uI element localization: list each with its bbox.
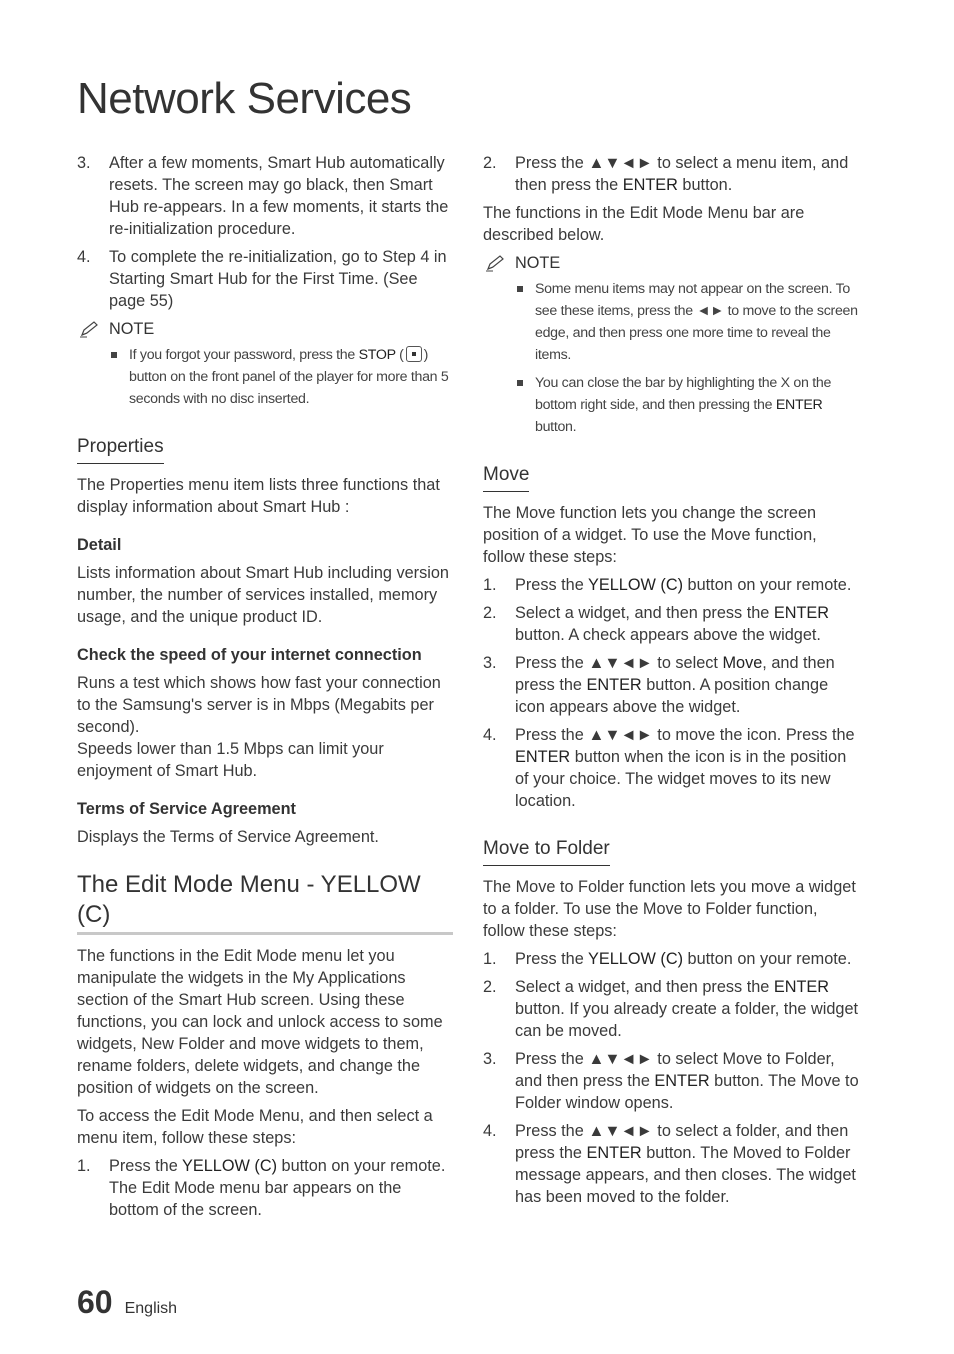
step-number: 1. <box>483 950 497 968</box>
note-text: Some menu items may not appear on the screen. To see these items, press the ◄► to move to the screen edge, and then press one more time to reveal the items. <box>535 281 858 363</box>
step-text: Press the ▲▼◄► to select Move, and then press the ENTER button. A position change icon appears above the widget. <box>515 654 835 716</box>
step-text: Press the ▲▼◄► to select a menu item, and then press the ENTER button. <box>515 154 849 194</box>
note-bullet <box>483 278 861 366</box>
enter-key: ENTER <box>773 604 830 622</box>
note-heading <box>79 318 453 340</box>
note-text: You can close the bar by highlighting the X on the bottom right side, and then pressing the ENTER button. <box>535 375 832 435</box>
page-footer <box>77 1284 177 1321</box>
yellow-key: YELLOW (C) <box>588 950 684 968</box>
step-text: Press the ▲▼◄► to select Move to Folder, and then press the ENTER button. The Move to Folder window opens. <box>515 1050 859 1112</box>
edit-step-2 <box>483 152 861 196</box>
arrow-keys-icon: ▲▼◄► <box>588 726 653 744</box>
step-text: Select a widget, and then press the ENTER button. A check appears above the widget. <box>515 604 830 644</box>
step-text: Press the YELLOW (C) button on your remote. <box>515 950 852 968</box>
step-number: 2. <box>483 978 497 996</box>
page-number: 60 <box>77 1284 113 1320</box>
move-to-folder-intro: The Move to Folder function lets you move a widget to a folder. To use the Move to Folder function, follow these steps: <box>483 878 856 940</box>
enter-key: ENTER <box>775 397 823 413</box>
step-number: 3. <box>77 154 91 172</box>
move-step <box>483 652 861 718</box>
bullet-square-icon <box>517 380 523 386</box>
terms-heading: Terms of Service Agreement <box>77 800 296 818</box>
move-step <box>483 574 861 596</box>
step-number: 2. <box>483 154 497 172</box>
step-number: 1. <box>77 1157 91 1175</box>
move-to-folder-heading: Move to Folder <box>483 836 610 866</box>
stop-key: STOP <box>358 347 396 363</box>
left-column <box>77 152 453 1227</box>
bullet-square-icon <box>111 352 117 358</box>
note-bullet <box>483 372 861 438</box>
detail-text: Lists information about Smart Hub including version number, the number of services installed, memory usage, and the unique product ID. <box>77 564 449 626</box>
step-text: To complete the re-initialization, go to Step 4 in Starting Smart Hub for the First Time. (See page 55) <box>109 248 447 310</box>
arrow-keys-icon: ▲▼◄► <box>588 1122 653 1140</box>
step-number: 2. <box>483 604 497 622</box>
folder-step <box>483 1048 861 1114</box>
edit-mode-heading: The Edit Mode Menu - YELLOW (C) <box>77 870 453 935</box>
enter-key: ENTER <box>586 1144 642 1162</box>
note-bullet <box>77 344 453 410</box>
folder-step <box>483 948 861 970</box>
enter-key: ENTER <box>773 978 830 996</box>
pencil-note-icon <box>79 320 101 338</box>
note-heading <box>485 252 861 274</box>
bullet-square-icon <box>517 286 523 292</box>
step-text: After a few moments, Smart Hub automatically resets. The screen may go black, then Smart Hub re-appears. In a few moments, it starts the re-initialization procedure. <box>109 154 449 238</box>
yellow-key: YELLOW (C) <box>588 576 684 594</box>
folder-step <box>483 976 861 1042</box>
move-step <box>483 724 861 812</box>
arrow-keys-icon: ◄► <box>696 303 724 319</box>
step-text: Press the ▲▼◄► to move the icon. Press the ENTER button when the icon is in the position of your choice. The widget moves to its new location. <box>515 726 855 810</box>
move-step <box>483 602 861 646</box>
detail-heading: Detail <box>77 536 122 554</box>
step-number: 1. <box>483 576 497 594</box>
note-text: If you forgot your password, press the STOP ( ) button on the front panel of the player for more than 5 seconds with no disc inserted. <box>129 347 449 407</box>
properties-intro: The Properties menu item lists three functions that display information about Smart Hub : <box>77 476 440 516</box>
arrow-keys-icon: ▲▼◄► <box>588 1050 653 1068</box>
edit-mode-description: The functions in the Edit Mode menu let you manipulate the widgets in the My Applications section of the Smart Hub screen. Using these functions, you can lock and unlock access to some widgets, New Folder and move widgets to them, rename folders, delete widgets, and change the position of widgets on the screen. <box>77 947 443 1097</box>
step-number: 4. <box>483 1122 497 1140</box>
yellow-key: YELLOW (C) <box>182 1157 278 1175</box>
folder-step <box>483 1120 861 1208</box>
move-intro: The Move function lets you change the screen position of a widget. To use the Move function, follow these steps: <box>483 504 817 566</box>
speed-heading: Check the speed of your internet connection <box>77 646 422 664</box>
step-number: 3. <box>483 1050 497 1068</box>
speed-text-limit: Speeds lower than 1.5 Mbps can limit your enjoyment of Smart Hub. <box>77 740 384 780</box>
step-text: Press the ▲▼◄► to select a folder, and then press the ENTER button. The Moved to Folder message appears, and then closes. The widget has been moved to the folder. <box>515 1122 856 1206</box>
arrow-keys-icon: ▲▼◄► <box>588 154 653 172</box>
step-number: 4. <box>77 248 91 266</box>
page-language: English <box>124 1300 178 1317</box>
note-label: NOTE <box>109 320 155 338</box>
page-title: Network Services <box>77 74 412 123</box>
right-column <box>483 152 861 1214</box>
step-number: 4. <box>483 726 497 744</box>
pencil-note-icon <box>485 254 507 272</box>
note-label: NOTE <box>515 254 561 272</box>
step-text: Select a widget, and then press the ENTER button. If you already create a folder, the widget can be moved. <box>515 978 859 1040</box>
edit-step-1 <box>77 1155 453 1221</box>
step-number: 3. <box>483 654 497 672</box>
reset-step-3 <box>77 152 453 240</box>
terms-text: Displays the Terms of Service Agreement. <box>77 828 379 846</box>
enter-key: ENTER <box>515 748 571 766</box>
edit-mode-access: To access the Edit Mode Menu, and then select a menu item, follow these steps: <box>77 1107 433 1147</box>
move-option: Move <box>722 654 763 672</box>
reset-step-4 <box>77 246 453 312</box>
properties-heading: Properties <box>77 434 164 464</box>
stop-button-icon <box>406 346 422 362</box>
enter-key: ENTER <box>654 1072 710 1090</box>
functions-text: The functions in the Edit Mode Menu bar are described below. <box>483 204 805 244</box>
step-text: Press the YELLOW (C) button on your remote. The Edit Mode menu bar appears on the bottom of the screen. <box>109 1157 446 1219</box>
enter-key: ENTER <box>586 676 642 694</box>
arrow-keys-icon: ▲▼◄► <box>588 654 653 672</box>
step-text: Press the YELLOW (C) button on your remote. <box>515 576 852 594</box>
speed-text: Runs a test which shows how fast your connection to the Samsung's server is in Mbps (Megabits per second). <box>77 674 441 736</box>
enter-key: ENTER <box>622 176 678 194</box>
move-heading: Move <box>483 462 529 492</box>
